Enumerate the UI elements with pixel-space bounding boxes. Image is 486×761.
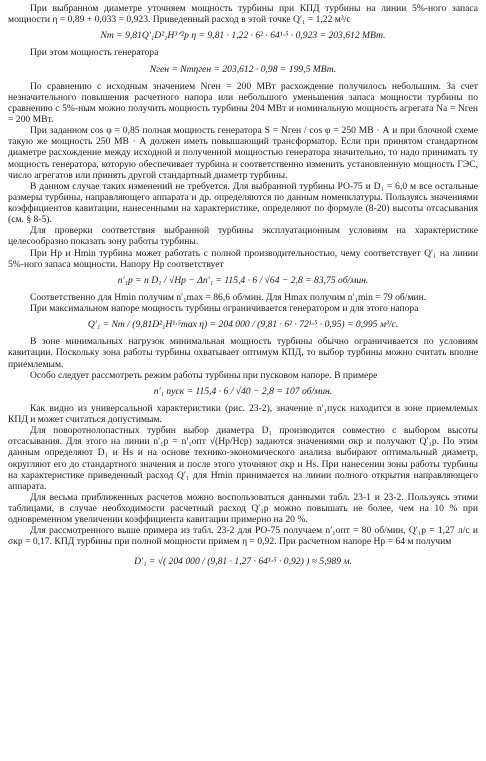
paragraph: По сравнению с исходным значением Nген = 200 МВт расхождение получилось небольшим. За счет незначительного повышения расчетного напора или небольшого уменьшения запаса мощности турбины по сравнению с 5%-ным можно получить мощность турбины 204 МВт и номинальную мощность агрегата Nа = Nген = 200 МВт.	[8, 80, 478, 125]
equation: D′₁ = √( 204 000 / (9,81 · 1,27 · 64¹·⁵ · 0,92) ) ≈ 5,989 м.	[134, 555, 352, 567]
equation: Q′₁ = Nт / (9,81D²₁H¹·⁵max η) = 204 000 / (9,81 · 6² · 72¹·⁵ · 0,95) = 0,995 м³/с.	[87, 319, 399, 331]
equation: Nт = 9,81Q′₁D²₁H³ᐟ²р η = 9,81 · 1,22 · 6² · 64¹·⁵ · 0,923 = 203,612 МВт.	[100, 30, 386, 42]
equation: Nген = Nтηген = 203,612 · 0,98 = 199,5 МВт.	[149, 63, 337, 75]
paragraph: При максимальном напоре мощность турбины ограничивается генератором и для этого напора	[30, 303, 419, 314]
paragraph: Как видно из универсальной характеристики (рис. 23-2), значение n′₁пуск находится в зоне приемлемых КПД и может считаться допустимым.	[8, 402, 478, 425]
paragraph: Для поворотнолопастных турбин выбор диаметра D₁ производится совместно с выбором высоты отсасывания. Для этого на линии n′₁р = n′₁опт √(Hр/Hср) задаются значениями σкр и получают Q′₁р. По этим данным определяют D₁ и Hs и на основе технико-экономического анализа выбирают оптимальный диаметр, округляют его до стандартного значения и после этого уточняют σкр и Hs. При нанесении зоны работы турбины на характеристике приведенный расход Q′₁ для Hmin принимается на линии полного открытия направляющего аппарата.	[8, 425, 478, 492]
paragraph: Особо следует рассмотреть режим работы турбины при пусковом напоре. В примере	[30, 369, 378, 381]
paragraph: При выбранном диаметре уточняем мощность турбины при КПД турбины на линии 5%-ного запаса мощности η = 0,89 + 0,033 = 0,923. Приведенный расход в этой точке Q′₁ = 1,22 м³/с	[8, 3, 478, 26]
equation: n′₁ пуск = 115,4 · 6 / √40 − 2,8 = 107 об/мин.	[153, 385, 333, 397]
paragraph: Соответственно для Hmin получим n′₁max = 86,6 об/мин. Для Hmax получим n′₁min = 79 об/мин.	[30, 291, 427, 303]
paragraph: При заданном cos φ = 0,85 полная мощность генератора S = Nген / cos φ = 250 МВ · А и при блочной схеме такую же мощность 250 МВ · А должен иметь повышающий трансформатор. Если при принятом стандартном диаметре расхождение между исходной и полученной мощностью генератора значительно, то надо принимать ту мощность генератора, которую обеспечивает турбина и соответственно изменить установленную мощность ГЭС, число агрегатов или принять другой стандартный диаметр турбины.	[8, 125, 478, 181]
paragraph: При этом мощность генератора	[30, 47, 159, 59]
paragraph: В зоне минимальных нагрузок минимальная мощность турбины обычно ограничивается по условиям кавитации. Поскольку зона работы турбины охватывает оптимум КПД, то выбор турбины можно считать вполне приемлемым.	[8, 336, 478, 370]
paragraph: Для весьма приближенных расчетов можно воспользоваться данными табл. 23-1 и 23-2. Пользуясь этими таблицами, в случае необходимости расчетный расход Q′₁р можно повышать не более, чем на 10 % при одновременном увеличении коэффициента кавитации примерно на 20 %.	[8, 491, 478, 526]
equation: n′₁р = n D₁ / √Hр − Δn′₁ = 115,4 · 6 / √64 − 2,8 = 83,75 об/мин.	[117, 274, 369, 286]
paragraph: В данном случае таких изменений не требуется. Для выбранной турбины РО-75 и D₁ = 6,0 м все остальные размеры турбины, направляющего аппарата и др. определяются по данным номенклатуры. Пользуясь значениями коэффициентов кавитации, нанесенными на характеристике, определяют по формуле (8-20) высоты отсасывания (см. § 8-5).	[8, 180, 478, 226]
paragraph: Для проверки соответствия выбранной турбины эксплуатационным условиям на характеристике целесообразно показать зону работы турбины.	[8, 225, 478, 248]
paragraph: При Hр и Hmin турбина может работать с полной производительностью, чему соответствует Q′₁ на линии 5%-ного запаса мощности. Напору Hр соответствует	[8, 247, 478, 270]
paragraph: Для рассмотренного выше примера из табл. 23-2 для РО-75 получаем n′₁опт = 80 об/мин, Q′₁р = 1,27 л/с и σкр = 0,17. КПД турбины при полной мощности примем η = 0,92. При расчетном напоре Hр = 64 м получим	[8, 525, 478, 548]
